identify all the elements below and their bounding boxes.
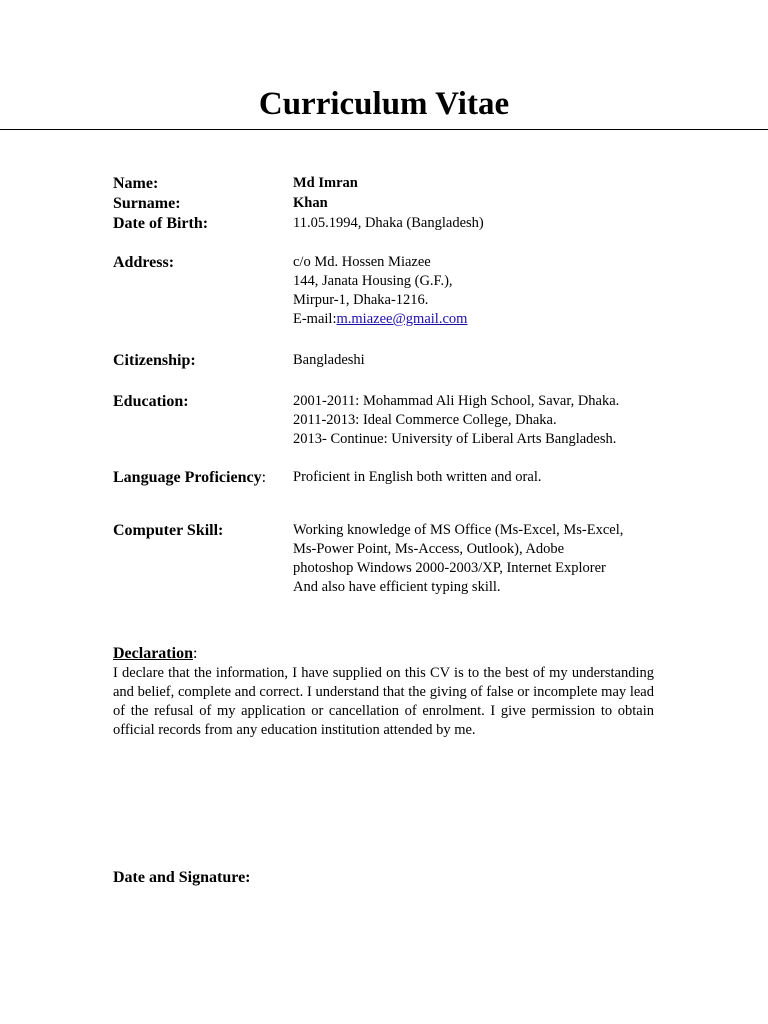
language-label-colon: : [261, 469, 267, 486]
declaration-heading-colon: : [192, 645, 198, 662]
declaration-heading [113, 644, 197, 664]
computer-skill-line: photoshop Windows 2000-2003/XP, Internet Explorer [293, 560, 606, 576]
address-line: Mirpur-1, Dhaka-1216. [293, 292, 429, 308]
citizenship-label: Citizenship: [113, 352, 196, 369]
computer-skill-line: Working knowledge of MS Office (Ms-Excel, Ms-Excel, [293, 522, 624, 538]
page-title: Curriculum Vitae [258, 86, 510, 122]
address-line: c/o Md. Hossen Miazee [293, 254, 431, 270]
computer-skill-line: Ms-Power Point, Ms-Access, Outlook), Adobe [293, 541, 565, 557]
language-label [113, 468, 266, 487]
computer-skill-label: Computer Skill: [113, 522, 224, 539]
education-line: 2011-2013: Ideal Commerce College, Dhaka. [293, 412, 557, 428]
address-line: 144, Janata Housing (G.F.), [293, 273, 453, 289]
declaration-body: I declare that the information, I have supplied on this CV is to the best of my understanding and belief, complete and correct. I understand that the giving of false or incomplete may lead of the refusal of my application or cancellation of enrolment. I give permission to obtain official records from any education institution attended by me. [113, 665, 654, 738]
dob-value: 11.05.1994, Dhaka (Bangladesh) [293, 215, 484, 231]
education-line: 2001-2011: Mohammad Ali High School, Savar, Dhaka. [293, 393, 620, 409]
language-label-text: Language Proficiency [113, 469, 262, 486]
email-line [293, 310, 467, 329]
citizenship-value: Bangladeshi [293, 352, 365, 368]
name-label: Name: [113, 175, 159, 192]
email-link[interactable]: m.miazee@gmail.com [336, 311, 468, 327]
surname-label: Surname: [113, 195, 181, 212]
dob-label: Date of Birth: [113, 215, 209, 232]
declaration-heading-text: Declaration [113, 645, 193, 662]
email-prefix: E-mail: [293, 311, 337, 327]
address-label: Address: [113, 254, 175, 271]
education-line: 2013- Continue: University of Liberal Arts Bangladesh. [293, 431, 617, 447]
education-label: Education: [113, 393, 189, 410]
name-value: Md Imran [293, 175, 358, 191]
computer-skill-line: And also have efficient typing skill. [293, 579, 501, 595]
surname-value: Khan [293, 195, 328, 211]
title-divider [0, 129, 768, 130]
language-value: Proficient in English both written and oral. [293, 469, 542, 485]
date-and-signature-label: Date and Signature: [113, 869, 251, 886]
